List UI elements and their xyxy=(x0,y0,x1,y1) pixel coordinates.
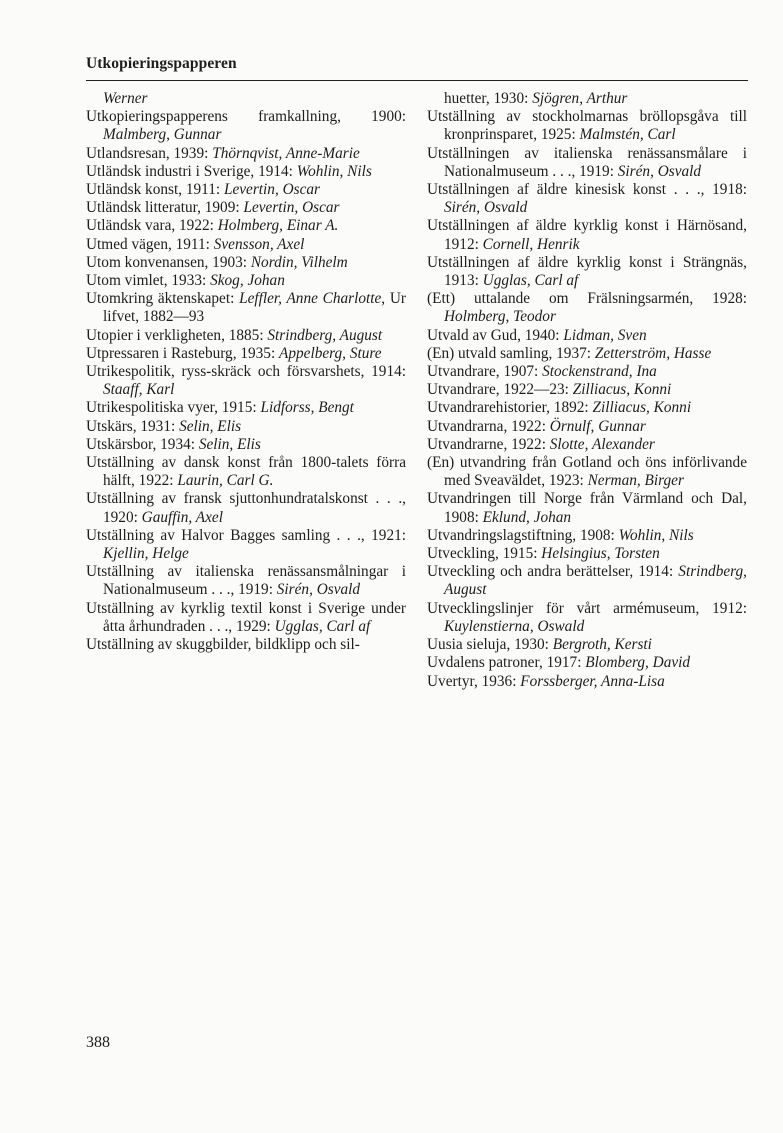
index-entry xyxy=(86,290,406,326)
index-entry xyxy=(427,399,747,417)
entry-author: Holmberg, Teodor xyxy=(444,308,556,326)
entry-author: Zetterström, Hasse xyxy=(594,344,712,362)
page-number: 388 xyxy=(86,1034,110,1051)
index-entry xyxy=(427,381,747,399)
entry-title: Utrikespolitik, ryss-skräck och försvarshets, 1914: xyxy=(86,363,406,381)
entry-author: Gauffin, Axel xyxy=(141,508,223,526)
index-entry xyxy=(86,254,406,272)
index-entry xyxy=(86,636,406,654)
entry-title: Utställningen av italienska renässansmålare i Nationalmuseum . . ., 1919: xyxy=(427,144,747,180)
entry-title: Utvandringen till Norge från Värmland och Dal, 1908: xyxy=(427,490,747,526)
entry-author: Sirén, Osvald xyxy=(276,581,361,599)
index-entry xyxy=(427,345,747,363)
entry-author: Thörnqvist, Anne-Marie xyxy=(212,144,360,162)
entry-author: Lidforss, Bengt xyxy=(260,399,354,417)
index-entry xyxy=(86,454,406,490)
index-entry xyxy=(86,199,406,217)
entry-title: Uvertyr, 1936: xyxy=(427,672,521,690)
entry-author: Kjellin, Helge xyxy=(103,545,189,563)
entry-author: Wohlin, Nils xyxy=(296,162,372,180)
index-entry xyxy=(427,418,747,436)
entry-author: Zilliacus, Konni xyxy=(572,381,672,399)
entry-title: Utvandrarehistorier, 1892: xyxy=(427,399,593,417)
entry-title: Utländsk konst, 1911: xyxy=(86,181,224,199)
entry-author: Blomberg, David xyxy=(585,654,691,672)
entry-title: Utställningen af äldre kyrklig konst i Härnösand, 1912: xyxy=(427,217,747,253)
index-entry xyxy=(86,108,406,144)
entry-author: Ugglas, Carl af xyxy=(274,617,371,635)
entry-title: Utställningen af äldre kyrklig konst i Strängnäs, 1913: xyxy=(427,253,747,290)
right-column xyxy=(427,90,747,691)
entry-title: Utställningen af äldre kinesisk konst . . ., 1918: xyxy=(427,181,747,199)
index-entry xyxy=(86,272,406,290)
entry-author: Nordin, Vilhelm xyxy=(250,253,348,271)
entry-title: (En) utvandring från Gotland och öns införlivande med Sveaväldet, 1923: xyxy=(427,454,747,490)
entry-author: Sirén, Osvald xyxy=(444,199,528,217)
entry-author: Sirén, Osvald xyxy=(617,162,702,180)
index-entry xyxy=(427,254,747,290)
index-entry xyxy=(86,527,406,563)
index-entry xyxy=(86,600,406,636)
entry-author: Levertin, Oscar xyxy=(243,199,340,217)
index-entry xyxy=(427,673,747,691)
entry-title: Utom vimlet, 1933: xyxy=(86,272,211,290)
index-entry xyxy=(427,217,747,253)
entry-title: (En) utvald samling, 1937: xyxy=(427,344,595,362)
entry-title: Utvandrarne, 1922: xyxy=(427,435,550,453)
entry-title: Utställning av fransk sjuttonhundratalskonst . . ., 1920: xyxy=(86,490,406,526)
index-entry xyxy=(86,345,406,363)
entry-title: Utkopieringspapperens framkallning, 1900: xyxy=(86,108,406,126)
entry-author: Slotte, Alexander xyxy=(549,435,655,453)
entry-author: Laurin, Carl G. xyxy=(177,472,274,490)
index-entry xyxy=(86,436,406,454)
index-entry xyxy=(86,236,406,254)
entry-title: Utskärs, 1931: xyxy=(86,417,180,435)
entry-author: Wohlin, Nils xyxy=(618,526,694,544)
entry-title: Utskärsbor, 1934: xyxy=(86,435,199,453)
index-entry xyxy=(86,145,406,163)
index-entry xyxy=(86,163,406,181)
entry-author: Strindberg, August xyxy=(267,326,383,344)
index-entry xyxy=(427,327,747,345)
entry-author: Sjögren, Arthur xyxy=(532,90,628,107)
index-entry xyxy=(86,490,406,526)
entry-author: Selin, Elis xyxy=(179,417,242,435)
entry-author: Kuylenstierna, Oswald xyxy=(444,617,585,635)
index-entry xyxy=(427,527,747,545)
index-entry xyxy=(427,363,747,381)
index-entry xyxy=(427,654,747,672)
index-entry xyxy=(427,490,747,526)
index-entry xyxy=(86,217,406,235)
index-entry xyxy=(427,563,747,599)
entry-title: Utom konvenansen, 1903: xyxy=(86,253,251,271)
entry-title: (Ett) uttalande om Frälsningsarmén, 1928: xyxy=(427,290,747,308)
entry-author: Holmberg, Einar A. xyxy=(217,217,339,235)
entry-title: Utmed vägen, 1911: xyxy=(86,235,214,253)
entry-title: Utrikespolitiska vyer, 1915: xyxy=(86,399,261,417)
entry-title: huetter, 1930: xyxy=(444,90,533,107)
entry-title: Utställning av dansk konst från 1800-talets förra hälft, 1922: xyxy=(86,454,406,490)
entry-author: Forssberger, Anna-Lisa xyxy=(520,672,665,690)
entry-title: Utvandrare, 1922—23: xyxy=(427,381,573,399)
index-entry xyxy=(427,145,747,181)
index-entry xyxy=(427,545,747,563)
left-column xyxy=(86,90,406,654)
entry-author: Nerman, Birger xyxy=(587,472,684,490)
index-entry xyxy=(86,563,406,599)
entry-title: Utveckling och andra berättelser, 1914: xyxy=(427,563,679,581)
entry-title: Utpressaren i Rasteburg, 1935: xyxy=(86,344,280,362)
entry-author: Strindberg, August xyxy=(444,563,747,599)
entry-title: Utländsk industri i Sverige, 1914: xyxy=(86,162,297,180)
index-entry xyxy=(86,90,406,108)
index-entry xyxy=(427,290,747,326)
entry-title: Utveckling, 1915: xyxy=(427,545,542,563)
entry-title: Utvandrarna, 1922: xyxy=(427,417,550,435)
entry-author: Stockenstrand, Ina xyxy=(542,363,657,381)
entry-title: Utvandrare, 1907: xyxy=(427,363,543,381)
entry-author: Bergroth, Kersti xyxy=(552,636,652,654)
entry-title: Utställning av Halvor Bagges samling . . ., 1921: xyxy=(86,526,406,544)
entry-author: Malmstén, Carl xyxy=(579,126,676,144)
index-entry xyxy=(427,600,747,636)
entry-title: Utställning av stockholmarnas bröllopsgåva till kronprinsparet, 1925: xyxy=(427,108,747,144)
index-entry xyxy=(427,90,747,108)
index-entry xyxy=(427,436,747,454)
index-entry xyxy=(427,454,747,490)
entry-title: Utländsk litteratur, 1909: xyxy=(86,199,244,217)
entry-title: Utvecklingslinjer för vårt armémuseum, 1912: xyxy=(427,599,747,617)
index-entry xyxy=(86,399,406,417)
index-entry xyxy=(86,181,406,199)
entry-title: Uvdalens patroner, 1917: xyxy=(427,654,586,672)
entry-author: Örnulf, Gunnar xyxy=(549,417,646,435)
entry-author: Skog, Johan xyxy=(210,272,285,290)
entry-author: Svensson, Axel xyxy=(213,235,305,253)
header-rule xyxy=(86,80,748,81)
entry-author: Zilliacus, Konni xyxy=(592,399,692,417)
running-header: Utkopieringspapperen xyxy=(86,55,237,72)
entry-title: Utställning av italienska renässansmålningar i Nationalmuseum . . ., 1919: xyxy=(86,563,406,599)
entry-title: Utlandsresan, 1939: xyxy=(86,144,213,162)
entry-title: Utvald av Gud, 1940: xyxy=(427,326,564,344)
entry-author: Werner xyxy=(103,90,148,107)
index-entry xyxy=(427,108,747,144)
entry-title: Utomkring äktenskapet: xyxy=(86,290,240,308)
index-entry xyxy=(86,363,406,399)
entry-author: Leffler, Anne Charlotte xyxy=(239,290,382,308)
entry-author: Malmberg, Gunnar xyxy=(103,126,222,144)
entry-title: Uusia sieluja, 1930: xyxy=(427,636,553,654)
entry-title: Utopier i verkligheten, 1885: xyxy=(86,326,268,344)
entry-author: Lidman, Sven xyxy=(563,326,647,344)
index-entry xyxy=(427,181,747,217)
entry-author: Eklund, Johan xyxy=(482,508,572,526)
entry-author: Cornell, Henrik xyxy=(482,235,580,253)
entry-title: Utställning av skuggbilder, bildklipp och sil- xyxy=(86,636,360,654)
entry-author: Levertin, Oscar xyxy=(223,181,320,199)
index-entry xyxy=(86,327,406,345)
entry-author: Helsingius, Torsten xyxy=(541,545,660,563)
index-entry xyxy=(86,418,406,436)
entry-author: Staaff, Karl xyxy=(103,381,175,399)
entry-title: Utställning av kyrklig textil konst i Sverige under åtta århundraden . . ., 1929: xyxy=(86,599,406,635)
index-entry xyxy=(427,636,747,654)
entry-title: Utländsk vara, 1922: xyxy=(86,217,218,235)
entry-author: Selin, Elis xyxy=(198,435,261,453)
entry-author: Appelberg, Sture xyxy=(279,344,382,362)
entry-suffix: , Ur lifvet, 1882—93 xyxy=(103,290,406,326)
entry-title: Utvandringslagstiftning, 1908: xyxy=(427,526,619,544)
entry-author: Ugglas, Carl af xyxy=(482,272,579,290)
